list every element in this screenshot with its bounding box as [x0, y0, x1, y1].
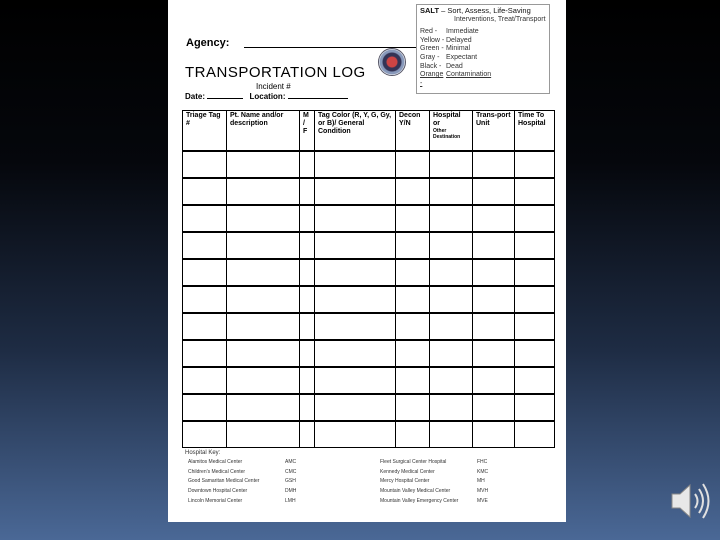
table-cell	[396, 421, 430, 448]
table-cell	[300, 394, 315, 421]
table-cell	[300, 367, 315, 394]
table-cell	[396, 205, 430, 232]
table-cell	[430, 367, 473, 394]
table-cell	[515, 367, 555, 394]
table-row	[183, 178, 555, 205]
column-header-sex: M / F	[300, 111, 315, 151]
table-row	[183, 151, 555, 178]
table-row	[183, 394, 555, 421]
table-cell	[227, 205, 300, 232]
table-cell	[300, 286, 315, 313]
table-cell	[430, 394, 473, 421]
table-cell	[430, 151, 473, 178]
table-cell	[300, 340, 315, 367]
hospital-key-title: Hospital Key:	[185, 450, 221, 456]
table-cell	[300, 259, 315, 286]
table-cell	[300, 151, 315, 178]
table-cell	[430, 205, 473, 232]
table-cell	[315, 394, 396, 421]
table-cell	[183, 178, 227, 205]
table-cell	[515, 259, 555, 286]
table-cell	[473, 205, 515, 232]
table-cell	[515, 286, 555, 313]
table-cell	[300, 421, 315, 448]
salt-title: SALT – Sort, Assess, Life-Saving	[420, 6, 531, 15]
table-cell	[515, 205, 555, 232]
agency-seal-icon	[378, 48, 406, 76]
table-row	[183, 313, 555, 340]
table-cell	[396, 259, 430, 286]
table-cell	[515, 232, 555, 259]
table-cell	[183, 394, 227, 421]
table-header-row	[183, 111, 555, 151]
salt-key-red: Red - Immediate	[420, 28, 479, 36]
table-cell	[183, 232, 227, 259]
hospital-key-codes-left: AMC CMC GSH DMH LMH	[285, 459, 297, 504]
table-cell	[227, 340, 300, 367]
table-cell	[473, 340, 515, 367]
salt-key-green: Green - Minimal	[420, 45, 471, 53]
table-cell	[315, 151, 396, 178]
column-header-hospital: Hospital or Other Destination	[430, 111, 473, 151]
table-cell	[396, 232, 430, 259]
table-row	[183, 421, 555, 448]
column-header-triage-tag: Triage Tag #	[183, 111, 227, 151]
table-cell	[396, 151, 430, 178]
table-cell	[183, 313, 227, 340]
table-cell	[315, 421, 396, 448]
date-location-row	[185, 92, 348, 101]
table-cell	[473, 178, 515, 205]
log-table	[182, 110, 555, 448]
table-cell	[315, 232, 396, 259]
table-cell	[183, 367, 227, 394]
table-cell	[430, 313, 473, 340]
table-cell	[430, 178, 473, 205]
table-cell	[396, 178, 430, 205]
column-header-decon: Decon Y/N	[396, 111, 430, 151]
table-cell	[473, 151, 515, 178]
table-cell	[315, 340, 396, 367]
salt-key-black: Black - Dead	[420, 62, 463, 70]
table-cell	[430, 259, 473, 286]
table-cell	[227, 394, 300, 421]
table-cell	[315, 205, 396, 232]
table-cell	[515, 394, 555, 421]
table-cell	[300, 178, 315, 205]
table-row	[183, 259, 555, 286]
column-header-tag-color: Tag Color (R, Y, G, Gy, or B)/ General Condition	[315, 111, 396, 151]
table-cell	[430, 232, 473, 259]
location-label: Location:	[249, 92, 286, 101]
table-row	[183, 286, 555, 313]
incident-label: Incident #	[256, 82, 291, 91]
table-cell	[515, 340, 555, 367]
salt-key-box	[416, 4, 550, 94]
table-cell	[515, 151, 555, 178]
table-cell	[473, 286, 515, 313]
salt-key-gray: Gray - Expectant	[420, 53, 478, 61]
table-cell	[515, 421, 555, 448]
table-cell	[183, 340, 227, 367]
table-cell	[315, 367, 396, 394]
agency-label: Agency:	[186, 37, 230, 49]
table-cell	[315, 259, 396, 286]
table-cell	[227, 421, 300, 448]
table-cell	[430, 340, 473, 367]
table-row	[183, 340, 555, 367]
table-cell	[430, 421, 473, 448]
table-cell	[227, 151, 300, 178]
table-cell	[227, 178, 300, 205]
table-row	[183, 367, 555, 394]
table-cell	[315, 313, 396, 340]
table-cell	[473, 232, 515, 259]
salt-key-yellow: Yellow - Delayed	[420, 36, 472, 44]
page-title: TRANSPORTATION LOG	[185, 64, 366, 81]
column-header-time-to-hospital: Time To Hospital	[515, 111, 555, 151]
table-cell	[315, 178, 396, 205]
table-cell	[473, 394, 515, 421]
table-cell	[515, 313, 555, 340]
transportation-log-document	[168, 0, 566, 522]
table-cell	[183, 421, 227, 448]
table-row	[183, 232, 555, 259]
table-cell	[183, 286, 227, 313]
table-cell	[227, 313, 300, 340]
table-cell	[430, 286, 473, 313]
table-cell	[300, 232, 315, 259]
date-label: Date:	[185, 92, 206, 101]
salt-key-orange: Orange - Contamination	[420, 71, 492, 87]
hospital-key-codes-right: FHC KMC MH MVH MVE	[477, 459, 489, 504]
column-header-transport-unit: Trans-port Unit	[473, 111, 515, 151]
table-cell	[473, 421, 515, 448]
table-cell	[396, 313, 430, 340]
table-cell	[396, 340, 430, 367]
table-cell	[183, 151, 227, 178]
table-row	[183, 205, 555, 232]
column-header-patient-name: Pt. Name and/or description	[227, 111, 300, 151]
table-cell	[227, 367, 300, 394]
table-cell	[227, 286, 300, 313]
table-cell	[473, 367, 515, 394]
table-cell	[183, 259, 227, 286]
table-cell	[515, 178, 555, 205]
speaker-icon[interactable]	[670, 476, 714, 526]
table-cell	[227, 232, 300, 259]
table-cell	[473, 259, 515, 286]
table-cell	[183, 205, 227, 232]
table-cell	[396, 394, 430, 421]
location-blank-line	[288, 98, 348, 99]
table-cell	[300, 313, 315, 340]
table-cell	[396, 367, 430, 394]
table-cell	[396, 286, 430, 313]
hospital-key-names-left: Alamitos Medical Center Children's Medical Center Good Samaritan Medical Center Downtown Hospital Center Lincoln Memorial Center	[188, 459, 260, 504]
salt-title-line2: Interventions, Treat/Transport	[454, 15, 546, 23]
table-cell	[227, 259, 300, 286]
log-table-body	[183, 151, 555, 448]
date-blank-line	[207, 98, 243, 99]
table-cell	[300, 205, 315, 232]
table-cell	[473, 313, 515, 340]
hospital-key-names-right: Fleet Surgical Center Hospital Kennedy Medical Center Mercy Hospital Center Mountain Valley Medical Center Mountain Valley Emergency Center	[380, 459, 459, 504]
table-cell	[315, 286, 396, 313]
